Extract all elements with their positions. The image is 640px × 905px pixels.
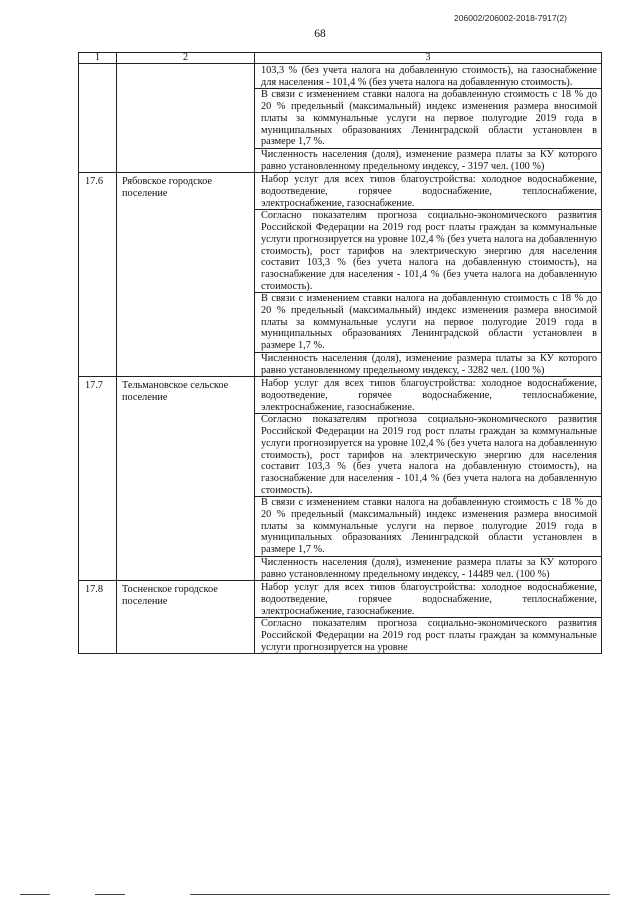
paragraph: Набор услуг для всех типов благоустройства: холодное водоснабжение, водоотведение, горячее водоснабжение, теплоснабжение, электроснабжение, газоснабжение. [261,174,597,209]
row-name [117,64,255,173]
row-number: 17.7 [79,377,117,581]
row-name: Тельмановское сельское поселение [117,377,255,581]
table-row [79,377,602,581]
paragraph: В связи с изменением ставки налога на добавленную стоимость с 18 % до 20 % предельный (максимальный) индекс изменения размера вносимой платы за коммунальные услуги на первое полугодие 2019 года в муниципальных образованиях Ленинградской области установлен в размере 1,7 %. [261,89,597,148]
footer-rule [95,894,125,895]
paragraph: Согласно показателям прогноза социально-экономического развития Российской Федерации на 2019 год рост платы граждан за коммунальные услуги прогнозируется на уровне 102,4 % (без учета налога на добавленную стоимость), рост тарифов на электрическую энергию для населения составит 103,3 % (без учета налога на добавленную стоимость), на газоснабжение для населения - 101,4 % (без учета налога на добавленную стоимость). [261,210,597,292]
table-row-continuation [79,64,602,173]
row-number: 17.8 [79,581,117,654]
table-row [79,173,602,377]
table-header-row [79,53,602,64]
table-row [79,581,602,654]
paragraph: 103,3 % (без учета налога на добавленную стоимость), на газоснабжение для населения - 101,4 % (без учета налога на добавленную стоимость). [261,65,597,88]
row-number: 17.6 [79,173,117,377]
paragraph: Набор услуг для всех типов благоустройства: холодное водоснабжение, водоотведение, горячее водоснабжение, теплоснабжение, электроснабжение, газоснабжение. [261,582,597,617]
row-name: Тосненское городское поселение [117,581,255,654]
paragraph: Численность населения (доля), изменение размера платы за КУ которого равно установленному предельному индексу, - 3197 чел. (100 %) [261,148,597,172]
paragraph: Согласно показателям прогноза социально-экономического развития Российской Федерации на 2019 год рост платы граждан за коммунальные услуги прогнозируется на уровне 102,4 % (без учета налога на добавленную стоимость), рост тарифов на электрическую энергию для населения составит 103,3 % (без учета налога на добавленную стоимость), на газоснабжение для населения - 101,4 % (без учета налога на добавленную стоимость). [261,414,597,496]
column-header: 1 [79,53,117,64]
footer-rule [20,894,50,895]
paragraph: Набор услуг для всех типов благоустройства: холодное водоснабжение, водоотведение, горячее водоснабжение, теплоснабжение, электроснабжение, газоснабжение. [261,378,597,413]
services-table [78,52,602,654]
page-number: 68 [314,28,326,40]
row-body [255,377,602,581]
paragraph: В связи с изменением ставки налога на добавленную стоимость с 18 % до 20 % предельный (максимальный) индекс изменения размера вносимой платы за коммунальные услуги на первое полугодие 2019 года в муниципальных образованиях Ленинградской области установлен в размере 1,7 %. [261,293,597,352]
row-name: Рябовское городское поселение [117,173,255,377]
paragraph: Согласно показателям прогноза социально-экономического развития Российской Федерации на 2019 год рост платы граждан за коммунальные услуги прогнозируется на уровне [261,618,597,653]
footer-rule [190,894,610,895]
row-body [255,173,602,377]
column-header: 2 [117,53,255,64]
row-body [255,581,602,654]
paragraph: Численность населения (доля), изменение размера платы за КУ которого равно установленному предельному индексу, - 3282 чел. (100 %) [261,352,597,376]
row-number [79,64,117,173]
row-body [255,64,602,173]
column-header: 3 [255,53,602,64]
document-id: 206002/206002-2018-7917(2) [454,13,567,23]
paragraph: Численность населения (доля), изменение размера платы за КУ которого равно установленному предельному индексу, - 14489 чел. (100 %) [261,556,597,580]
paragraph: В связи с изменением ставки налога на добавленную стоимость с 18 % до 20 % предельный (максимальный) индекс изменения размера вносимой платы за коммунальные услуги на первое полугодие 2019 года в муниципальных образованиях Ленинградской области установлен в размере 1,7 %. [261,497,597,556]
